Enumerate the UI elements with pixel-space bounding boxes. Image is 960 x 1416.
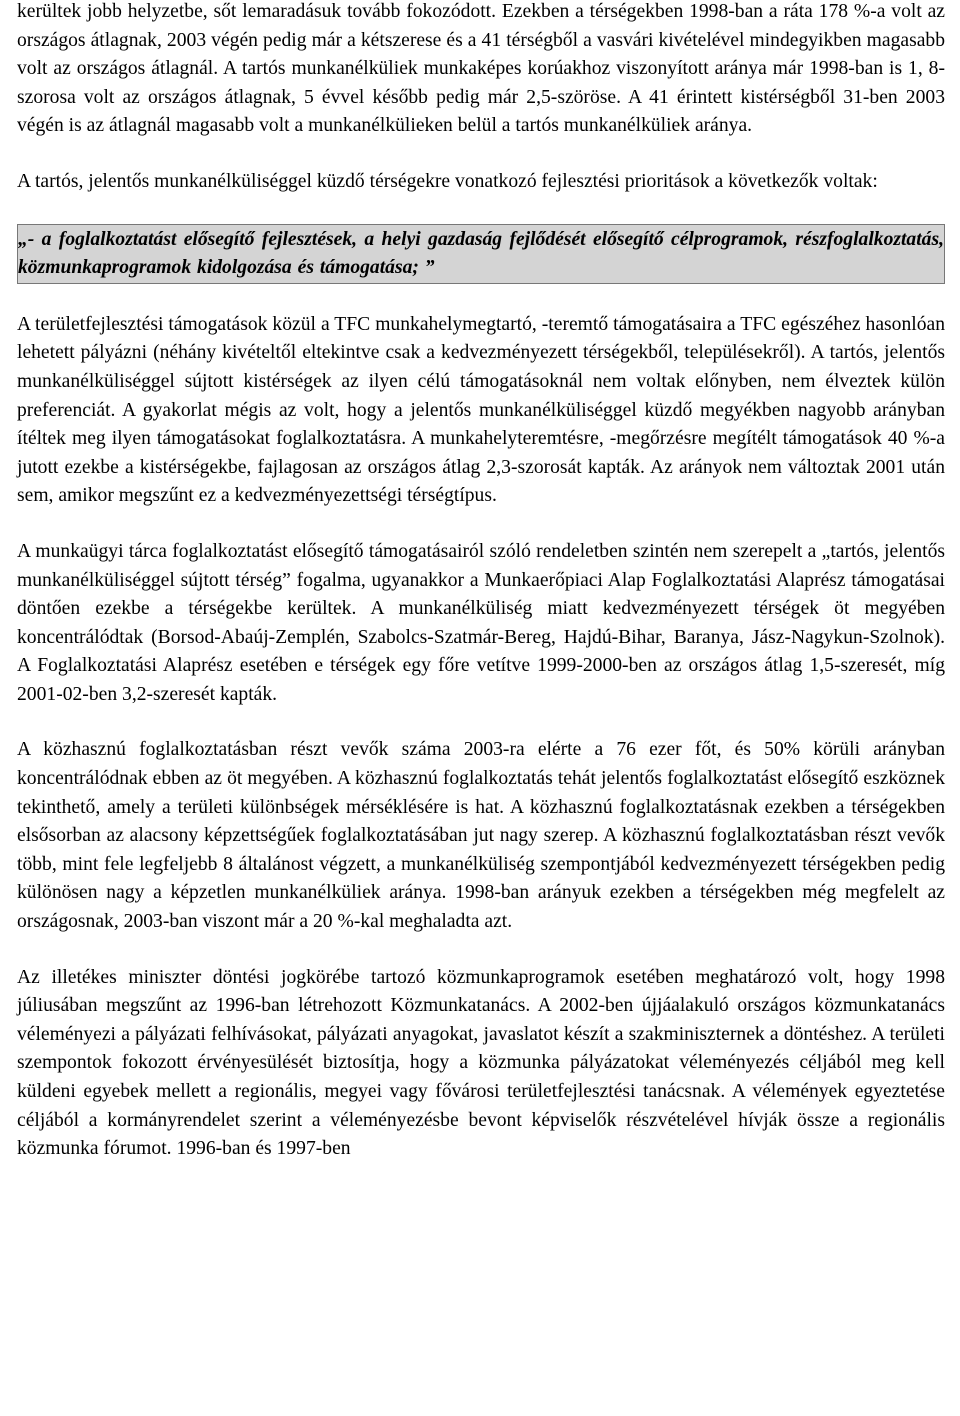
document-page xyxy=(17,0,945,1164)
paragraph-labour-ministry-support: A munkaügyi tárca foglalkoztatást elősegítő támogatásairól szóló rendeletben szintén nem szerepelt a „tartós, jelentős munkanélküliséggel sújtott térség” fogalma, ugyanakkor a Munkaerőpiaci Alap Foglalkoztatási Alaprész támogatásai döntően ezekbe a térségekbe kerültek. A munkanélküliség miatt kedvezményezett térségek öt megyében koncentrálódtak (Borsod-Abaúj-Zemplén, Szabolcs-Szatmár-Bereg, Hajdú-Bihar, Baranya, Jász-Nagykun-Szolnok). A Foglalkoztatási Alaprész esetében e térségek egy főre vetítve 1999-2000-ben az országos átlag 1,5-szeresét, míg 2001-02-ben 3,2-szeresét kapták. xyxy=(17,540,945,705)
paragraph-public-employment: A közhasznú foglalkoztatásban részt vevők száma 2003-ra elérte a 76 ezer főt, és 50% körüli arányban koncentrálódnak ebben az öt megyében. A közhasznú foglalkoztatás tehát jelentős foglalkoztatást elősegítő eszköznek tekinthető, amely a területi különbségek mérséklésére is hat. A közhasznú foglalkoztatásnak ezekben a térségekben elsősorban az alacsony képzettségűek foglalkoztatásában jut nagy szerep. A közhasznú foglalkoztatásban részt vevők több, mint fele legfeljebb 8 általánost végzett, a munkanélküliség szempontjából kedvezményezett térségekben pedig különösen nagy a képzetlen munkanélküliek aránya. 1998-ban arányuk ezekben a térségekben még megfelelt az országosnak, 2003-ban viszont már a 20 %-kal meghaladta azt. xyxy=(17,739,945,933)
highlighted-quote-box: „- a foglalkoztatást elősegítő fejlesztések, a helyi gazdaság fejlődését elősegítő célprogramok, részfoglalkoztatás, közmunkaprogramok kidolgozása és támogatása; ” xyxy=(17,224,945,284)
paragraph-tfc-support: A területfejlesztési támogatások közül a TFC munkahelymegtartó, -teremtő támogatásaira a TFC egészéhez hasonlóan lehetett pályázni (néhány kivételtől eltekintve csak a kedvezményezett térségekből, településekről). A tartós, jelentős munkanélküliséggel sújtott kistérségek az ilyen célú támogatásoknál nem voltak előnyben, nem élveztek külön preferenciát. A gyakorlat mégis az volt, hogy a jelentős munkanélküliséggel küzdő megyékben nagyobb arányban ítéltek meg ilyen támogatásokat foglalkoztatásra. A munkahelyteremtésre, -megőrzésre megítélt támogatások 40 %-a jutott ezekbe a kistérségekbe, fajlagosan az országos átlag 2,3-szorosát kapták. Az arányok nem változtak 2001 után sem, amikor megszűnt ez a kedvezményezettségi térségtípus. xyxy=(17,313,945,507)
paragraph-regional-unemployment-rates: kerültek jobb helyzetbe, sőt lemaradásuk tovább fokozódott. Ezekben a térségekben 1998-ban a ráta 178 %-a volt az országos átlagnak, 2003 végén pedig már a kétszerese és a 41 térségből a vasvári kivételével mindegyikben magasabb volt az országos átlagnál. A tartós munkanélküliek munkaképes korúakhoz viszonyított aránya már 1998-ban is 1, 8-szorosa volt az országos átlagnak, 5 évvel később pedig már 2,5-szöröse. A 41 érintett kistérségből 31-ben 2003 végén is az átlagnál magasabb volt a munkanélkülieken belül a tartós munkanélküliek aránya. xyxy=(17,1,945,137)
paragraph-public-works-programs: Az illetékes miniszter döntési jogkörébe tartozó közmunkaprogramok esetében meghatározó volt, hogy 1998 júliusában megszűnt az 1996-ban létrehozott Közmunkatanács. A 2002-ben újjáalakuló országos közmunkatanács véleményezi a pályázati felhívásokat, pályázati anyagokat, javaslatot készít a szakminiszternek a döntéshez. A területi szempontok fokozott érvényesülését biztosítja, hogy a közmunka pályázatokat véleményezés céljából meg kell küldeni egyebek mellett a regionális, megyei vagy fővárosi területfejlesztési tanácsnak. A vélemények egyeztetése céljából a kormányrendelet szerint a véleményezésbe bevont képviselők részvételével hívják össze a regionális közmunka fórumot. 1996-ban és 1997-ben xyxy=(17,966,945,1160)
paragraph-development-priorities-intro: A tartós, jelentős munkanélküliséggel küzdő térségekre vonatkozó fejlesztési prioritások a következők voltak: xyxy=(17,170,878,192)
